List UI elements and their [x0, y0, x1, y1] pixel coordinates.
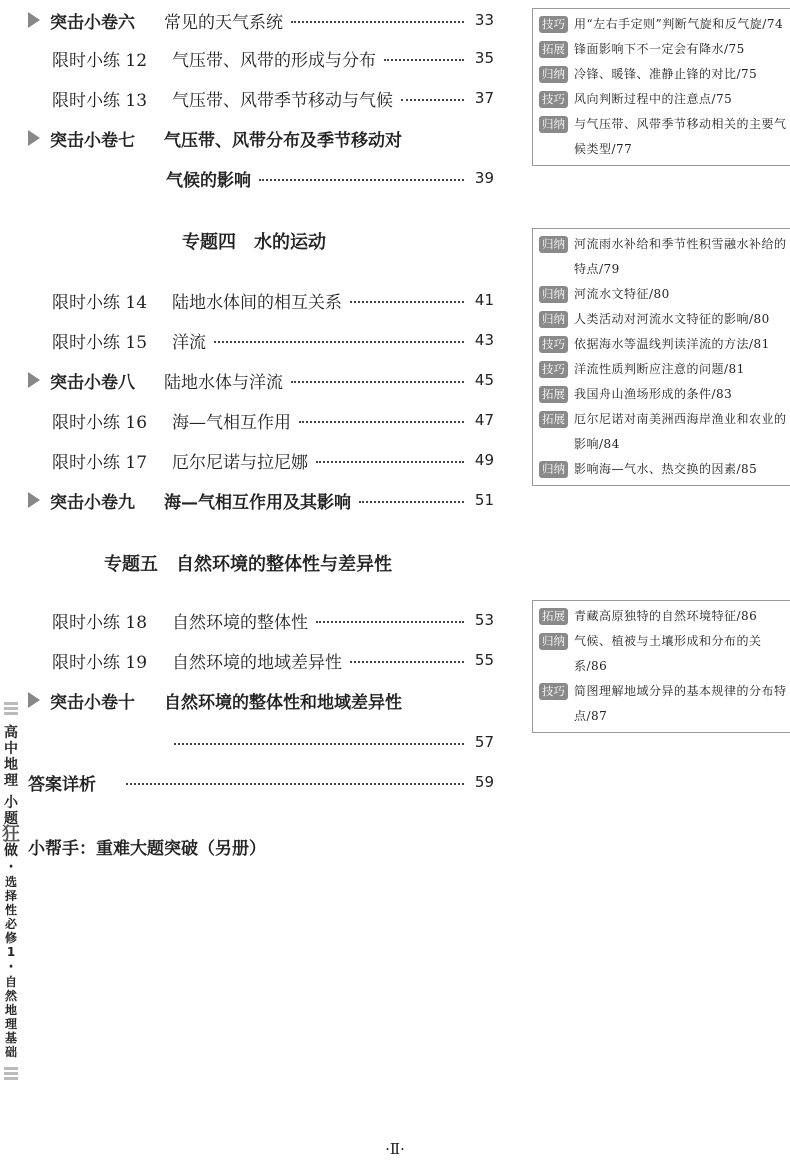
tag-badge: 技巧: [539, 361, 568, 378]
tip-entry: [539, 382, 790, 407]
toc-title: 陆地水体间的相互关系: [172, 292, 342, 313]
toc-entry-helper[interactable]: [28, 826, 494, 866]
tip-entry: [539, 112, 790, 162]
tip-entry: [539, 679, 790, 729]
tag-badge: 归纳: [539, 66, 568, 83]
tip-entry: [539, 629, 790, 679]
toc-title: 气压带、风带的形成与分布: [172, 50, 376, 71]
tag-badge: 归纳: [539, 461, 568, 478]
triangle-marker-icon: [28, 492, 40, 508]
toc-title: 自然环境的整体性: [172, 612, 308, 633]
toc-entry-s8[interactable]: [28, 360, 494, 400]
toc-title: 海—气相互作用: [172, 412, 291, 433]
topic-heading-4: 专题四 水的运动: [182, 232, 326, 253]
toc-entry-s10-cont[interactable]: [166, 722, 494, 762]
toc-title: 厄尔尼诺与拉尼娜: [172, 452, 308, 473]
toc-entry-s7[interactable]: [28, 118, 494, 158]
tip-text: 河流水文特征/80: [574, 287, 670, 301]
toc-title: 气压带、风带季节移动与气候: [172, 90, 393, 111]
leader-dots: [291, 21, 464, 23]
tip-text: 锋面影响下不一定会有降水/75: [574, 42, 745, 56]
leader-dots: [316, 461, 464, 463]
tag-badge: 拓展: [539, 411, 568, 428]
tag-badge: 归纳: [539, 633, 568, 650]
tips-box-1: [532, 8, 790, 166]
toc-page: 55: [474, 651, 494, 669]
tip-text: 洋流性质判断应注意的问题/81: [574, 362, 745, 376]
tip-text: 河流雨水补给和季节性积雪融水补给的特点/79: [574, 237, 787, 276]
sidebar-subtitle: 自然地理基础: [4, 975, 17, 1059]
page-number: ·Ⅱ·: [385, 1140, 405, 1158]
toc-label: 限时小练 17: [52, 452, 148, 473]
toc-label: 限时小练 16: [52, 412, 148, 433]
leader-dots: [291, 381, 464, 383]
toc-label: 限时小练 19: [52, 652, 148, 673]
leader-dots: [259, 179, 464, 181]
tip-text: 厄尔尼诺对南美洲西海岸渔业和农业的影响/84: [574, 412, 787, 451]
toc-page: 41: [474, 291, 494, 309]
sidebar-bar: [4, 1072, 18, 1075]
toc-title: 常见的天气系统: [164, 12, 283, 33]
toc-label: 限时小练 12: [52, 50, 148, 71]
toc-label: 突击小卷八: [50, 372, 135, 393]
tip-text: 简图理解地域分异的基本规律的分布特点/87: [574, 684, 787, 723]
toc-page: 59: [474, 773, 494, 791]
tag-badge: 拓展: [539, 386, 568, 403]
tag-badge: 拓展: [539, 608, 568, 625]
tag-badge: 归纳: [539, 116, 568, 133]
sidebar-bar: [4, 712, 18, 715]
tag-badge: 技巧: [539, 336, 568, 353]
tip-text: 影响海—气水、热交换的因素/85: [574, 462, 758, 476]
tip-text: 与气压带、风带季节移动相关的主要气候类型/77: [574, 117, 787, 156]
tip-text: 用“左右手定则”判断气旋和反气旋/74: [574, 17, 784, 31]
toc-label: 限时小练 15: [52, 332, 148, 353]
toc-entry-s9[interactable]: [28, 480, 494, 520]
toc-label: 限时小练 14: [52, 292, 148, 313]
toc-entry-l12[interactable]: [52, 38, 494, 78]
tip-entry: [539, 87, 790, 112]
toc-entry-l18[interactable]: [52, 600, 494, 640]
sidebar-bar: [4, 707, 18, 710]
toc-page: 51: [474, 491, 494, 509]
toc-title-line2: 气候的影响: [166, 170, 251, 191]
toc-label: 突击小卷十: [50, 692, 135, 713]
tip-text: 依据海水等温线判读洋流的方法/81: [574, 337, 770, 351]
toc-page: 35: [474, 49, 494, 67]
tag-badge: 技巧: [539, 16, 568, 33]
toc-title: 自然环境的整体性和地域差异性: [164, 692, 402, 713]
tip-entry: [539, 232, 790, 282]
sidebar-brand-3: 做: [4, 843, 18, 859]
toc-page: 37: [474, 89, 494, 107]
triangle-marker-icon: [28, 692, 40, 708]
triangle-marker-icon: [28, 130, 40, 146]
toc-title-line1: 气压带、风带分布及季节移动对: [164, 130, 402, 151]
vertical-sidebar: [2, 700, 20, 1082]
tag-badge: 归纳: [539, 286, 568, 303]
sidebar-brand-1: 小题: [4, 795, 18, 827]
sidebar-volume: 选择性必修1: [4, 875, 17, 959]
tip-entry: [539, 12, 790, 37]
sidebar-bar: [4, 1067, 18, 1070]
toc-entry-answers[interactable]: [28, 762, 494, 802]
toc-label: 答案详析: [28, 774, 96, 795]
tip-text: 人类活动对河流水文特征的影响/80: [574, 312, 770, 326]
tip-text: 气候、植被与土壤形成和分布的关系/86: [574, 634, 762, 673]
leader-dots: [316, 621, 464, 623]
sidebar-series-name: 高中地理: [4, 725, 18, 789]
tips-box-2: [532, 228, 790, 486]
leader-dots: [350, 301, 464, 303]
leader-dots: [401, 99, 464, 101]
sidebar-sep: ·: [8, 859, 14, 875]
tip-entry: [539, 332, 790, 357]
toc-label: 突击小卷七: [50, 130, 135, 151]
toc-label: 限时小练 13: [52, 90, 148, 111]
tip-entry: [539, 282, 790, 307]
tip-entry: [539, 307, 790, 332]
tag-badge: 技巧: [539, 683, 568, 700]
sidebar-bar: [4, 1077, 18, 1080]
toc-entry-l14[interactable]: [52, 280, 494, 320]
toc-title: 自然环境的地域差异性: [172, 652, 342, 673]
sidebar-sep: ·: [8, 959, 14, 975]
toc-label: 小帮手：重难大题突破（另册）: [28, 838, 266, 859]
leader-dots: [126, 783, 464, 785]
sidebar-brand-2: 狂: [2, 824, 20, 845]
tag-badge: 拓展: [539, 41, 568, 58]
toc-entry-s7-cont[interactable]: [166, 158, 494, 198]
tag-badge: 归纳: [539, 311, 568, 328]
toc-page: 53: [474, 611, 494, 629]
tip-entry: [539, 62, 790, 87]
leader-dots: [359, 501, 464, 503]
toc-label: 突击小卷九: [50, 492, 135, 513]
tip-entry: [539, 604, 790, 629]
leader-dots: [174, 743, 464, 745]
leader-dots: [384, 59, 464, 61]
toc-page: 57: [474, 733, 494, 751]
tip-text: 我国舟山渔场形成的条件/83: [574, 387, 733, 401]
toc-entry-s6[interactable]: [28, 0, 494, 40]
leader-dots: [350, 661, 464, 663]
tag-badge: 技巧: [539, 91, 568, 108]
tip-text: 青藏高原独特的自然环境特征/86: [574, 609, 758, 623]
toc-entry-s10[interactable]: [28, 680, 494, 720]
tag-badge: 归纳: [539, 236, 568, 253]
toc-entry-l16[interactable]: [52, 400, 494, 440]
triangle-marker-icon: [28, 372, 40, 388]
tip-entry: [539, 37, 790, 62]
toc-page: 39: [474, 169, 494, 187]
toc-page: 45: [474, 371, 494, 389]
tip-entry: [539, 407, 790, 457]
toc-entry-l19[interactable]: [52, 640, 494, 680]
toc-title: 陆地水体与洋流: [164, 372, 283, 393]
toc-entry-l13[interactable]: [52, 78, 494, 118]
toc-title: 洋流: [172, 332, 206, 353]
triangle-marker-icon: [28, 12, 40, 28]
toc-page: 43: [474, 331, 494, 349]
tips-box-3: [532, 600, 790, 733]
toc-entry-l17[interactable]: [52, 440, 494, 480]
tip-entry: [539, 457, 790, 482]
sidebar-bar: [4, 702, 18, 705]
leader-dots: [299, 421, 464, 423]
toc-page: 49: [474, 451, 494, 469]
tip-entry: [539, 357, 790, 382]
toc-page: 33: [474, 11, 494, 29]
topic-heading-5: 专题五 自然环境的整体性与差异性: [104, 554, 392, 575]
tip-text: 风向判断过程中的注意点/75: [574, 92, 733, 106]
toc-label: 突击小卷六: [50, 12, 135, 33]
toc-title: 海—气相互作用及其影响: [164, 492, 351, 513]
toc-entry-l15[interactable]: [52, 320, 494, 360]
tip-text: 冷锋、暖锋、准静止锋的对比/75: [574, 67, 758, 81]
toc-page: 47: [474, 411, 494, 429]
toc-label: 限时小练 18: [52, 612, 148, 633]
leader-dots: [214, 341, 464, 343]
